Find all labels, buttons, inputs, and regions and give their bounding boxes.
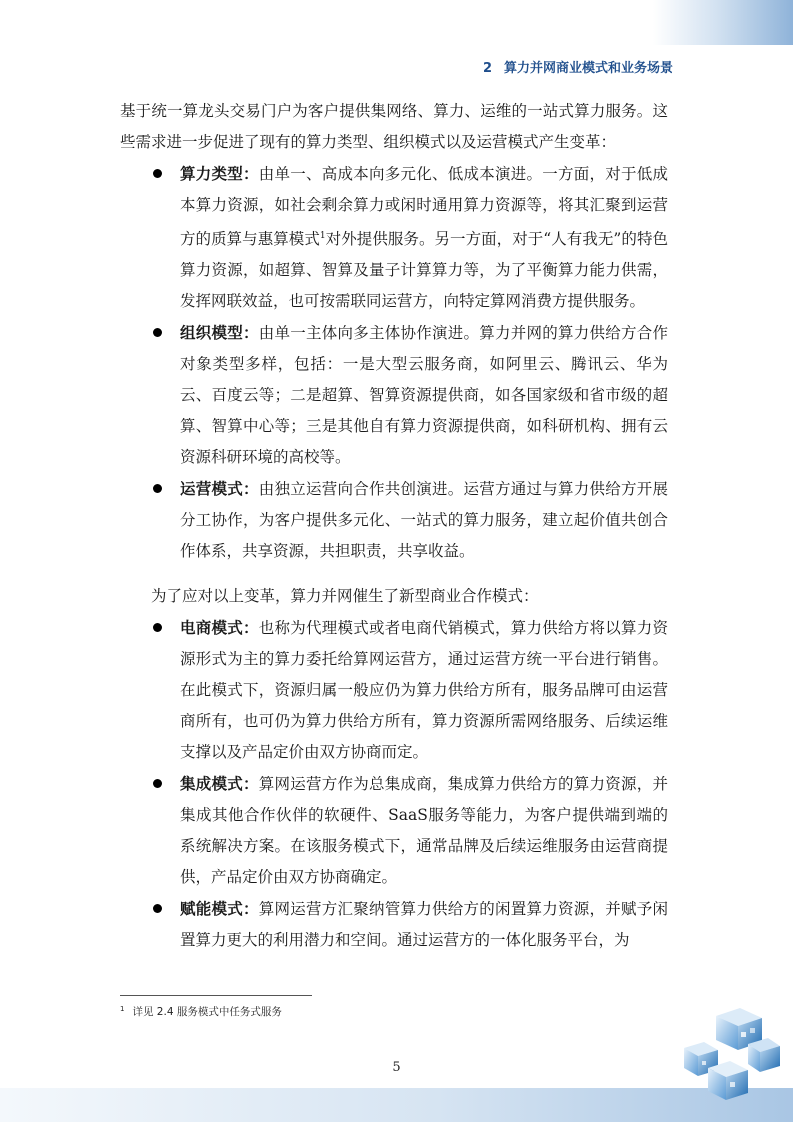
bullet-text: 算网运营方汇聚纳管算力供给方的闲置算力资源，并赋予闲置算力更大的利用潜力和空间。通过运营方的一体化服务平台，为 — [180, 900, 668, 950]
running-header — [483, 57, 673, 76]
bullet-term: 赋能模式： — [180, 899, 259, 919]
bullet-text: 由单一主体向多主体协作演进。算力并网的算力供给方合作对象类型多样，包括：一是大型云服务商，如阿里云、腾讯云、华为云、百度云等；二是超算、智算资源提供商，如各国家级和省市级的超算、智算中心等；三是其他自有算力资源提供商，如科研机构、拥有云资源科研环境的高校等。 — [180, 324, 668, 467]
footnote-divider — [120, 995, 312, 996]
list-item-compute-type — [120, 158, 668, 317]
list-item-empowerment-mode — [120, 893, 668, 956]
page-body — [120, 96, 668, 956]
footnote-number: 1 — [120, 1004, 125, 1013]
list-item-operation-mode — [120, 473, 668, 567]
bullet-text: 由单一、高成本向多元化、低成本演进。一方面，对于低成本算力资源，如社会剩余算力或闲时通用算力资源等，将其汇聚到运营方的质算与惠算模式 — [180, 165, 668, 249]
intro-line-1: 基于统一算龙头交易门户为客户提供集网络、算力、运维的一站式算力服务。 — [120, 102, 653, 120]
footnote — [120, 1004, 282, 1019]
bullet-dot-icon — [153, 623, 162, 632]
blue-cube-cluster-logo-icon — [678, 1006, 783, 1106]
bullet-dot-icon — [153, 328, 162, 337]
chapter-title: 算力并网商业模式和业务场景 — [503, 61, 673, 76]
bottom-gradient-band — [0, 1088, 793, 1122]
intro-line-2: 这些需求进一步促进了现有的算力类型、组织模式以及运营模式产生变革： — [120, 102, 668, 151]
bullet-dot-icon — [153, 169, 162, 178]
top-right-gradient — [653, 0, 793, 45]
bullet-term: 电商模式： — [180, 618, 259, 638]
footnote-ref[interactable]: 1 — [319, 231, 326, 241]
list-item-ecommerce-mode — [120, 612, 668, 768]
bullet-text-cont: 对外提供服务。另一方面，对于“人有我无”的特色算力资源，如超算、智算及量子计算算力等，为了平衡算力能力供需，发挥网联效益，也可按需联同运营方，向特定算网消费方提供服务。 — [180, 230, 668, 311]
bullet-text: 由独立运营向合作共创演进。运营方通过与算力供给方开展分工协作，为客户提供多元化、一站式的算力服务，建立起价值共创合作体系，共享资源，共担职责，共享收益。 — [180, 480, 668, 561]
bullet-text: 也称为代理模式或者电商代销模式，算力供给方将以算力资源形式为主的算力委托给算网运营方，通过运营方统一平台进行销售。在此模式下，资源归属一般应仍为算力供给方所有，服务品牌可由运营商所有，也可仍为算力供给方所有，算力资源所需网络服务、后续运维支撑以及产品定价由双方协商而定。 — [180, 619, 668, 762]
transition-paragraph: 为了应对以上变革，算力并网催生了新型商业合作模式： — [151, 587, 539, 606]
footnote-text: 详见 2.4 服务模式中任务式服务 — [132, 1006, 282, 1018]
bullet-dot-icon — [153, 484, 162, 493]
bullet-text: 算网运营方作为总集成商，集成算力供给方的算力资源，并集成其他合作伙伴的软硬件、SaaS服务等能力，为客户提供端到端的系统解决方案。在该服务模式下，通常品牌及后续运维服务由运营商提供，产品定价由双方协商确定。 — [180, 775, 668, 887]
intro-paragraph — [120, 96, 668, 158]
bullet-term: 集成模式： — [180, 774, 259, 794]
bullet-term: 组织模型： — [180, 323, 259, 343]
bullet-dot-icon — [153, 904, 162, 913]
page-number: 5 — [392, 1060, 401, 1075]
list-item-org-model — [120, 317, 668, 473]
bullet-dot-icon — [153, 779, 162, 788]
chapter-number: 2 — [482, 61, 492, 76]
bullet-term: 算力类型： — [180, 164, 259, 183]
list-item-integration-mode — [120, 768, 668, 893]
bullet-term: 运营模式： — [180, 479, 259, 499]
